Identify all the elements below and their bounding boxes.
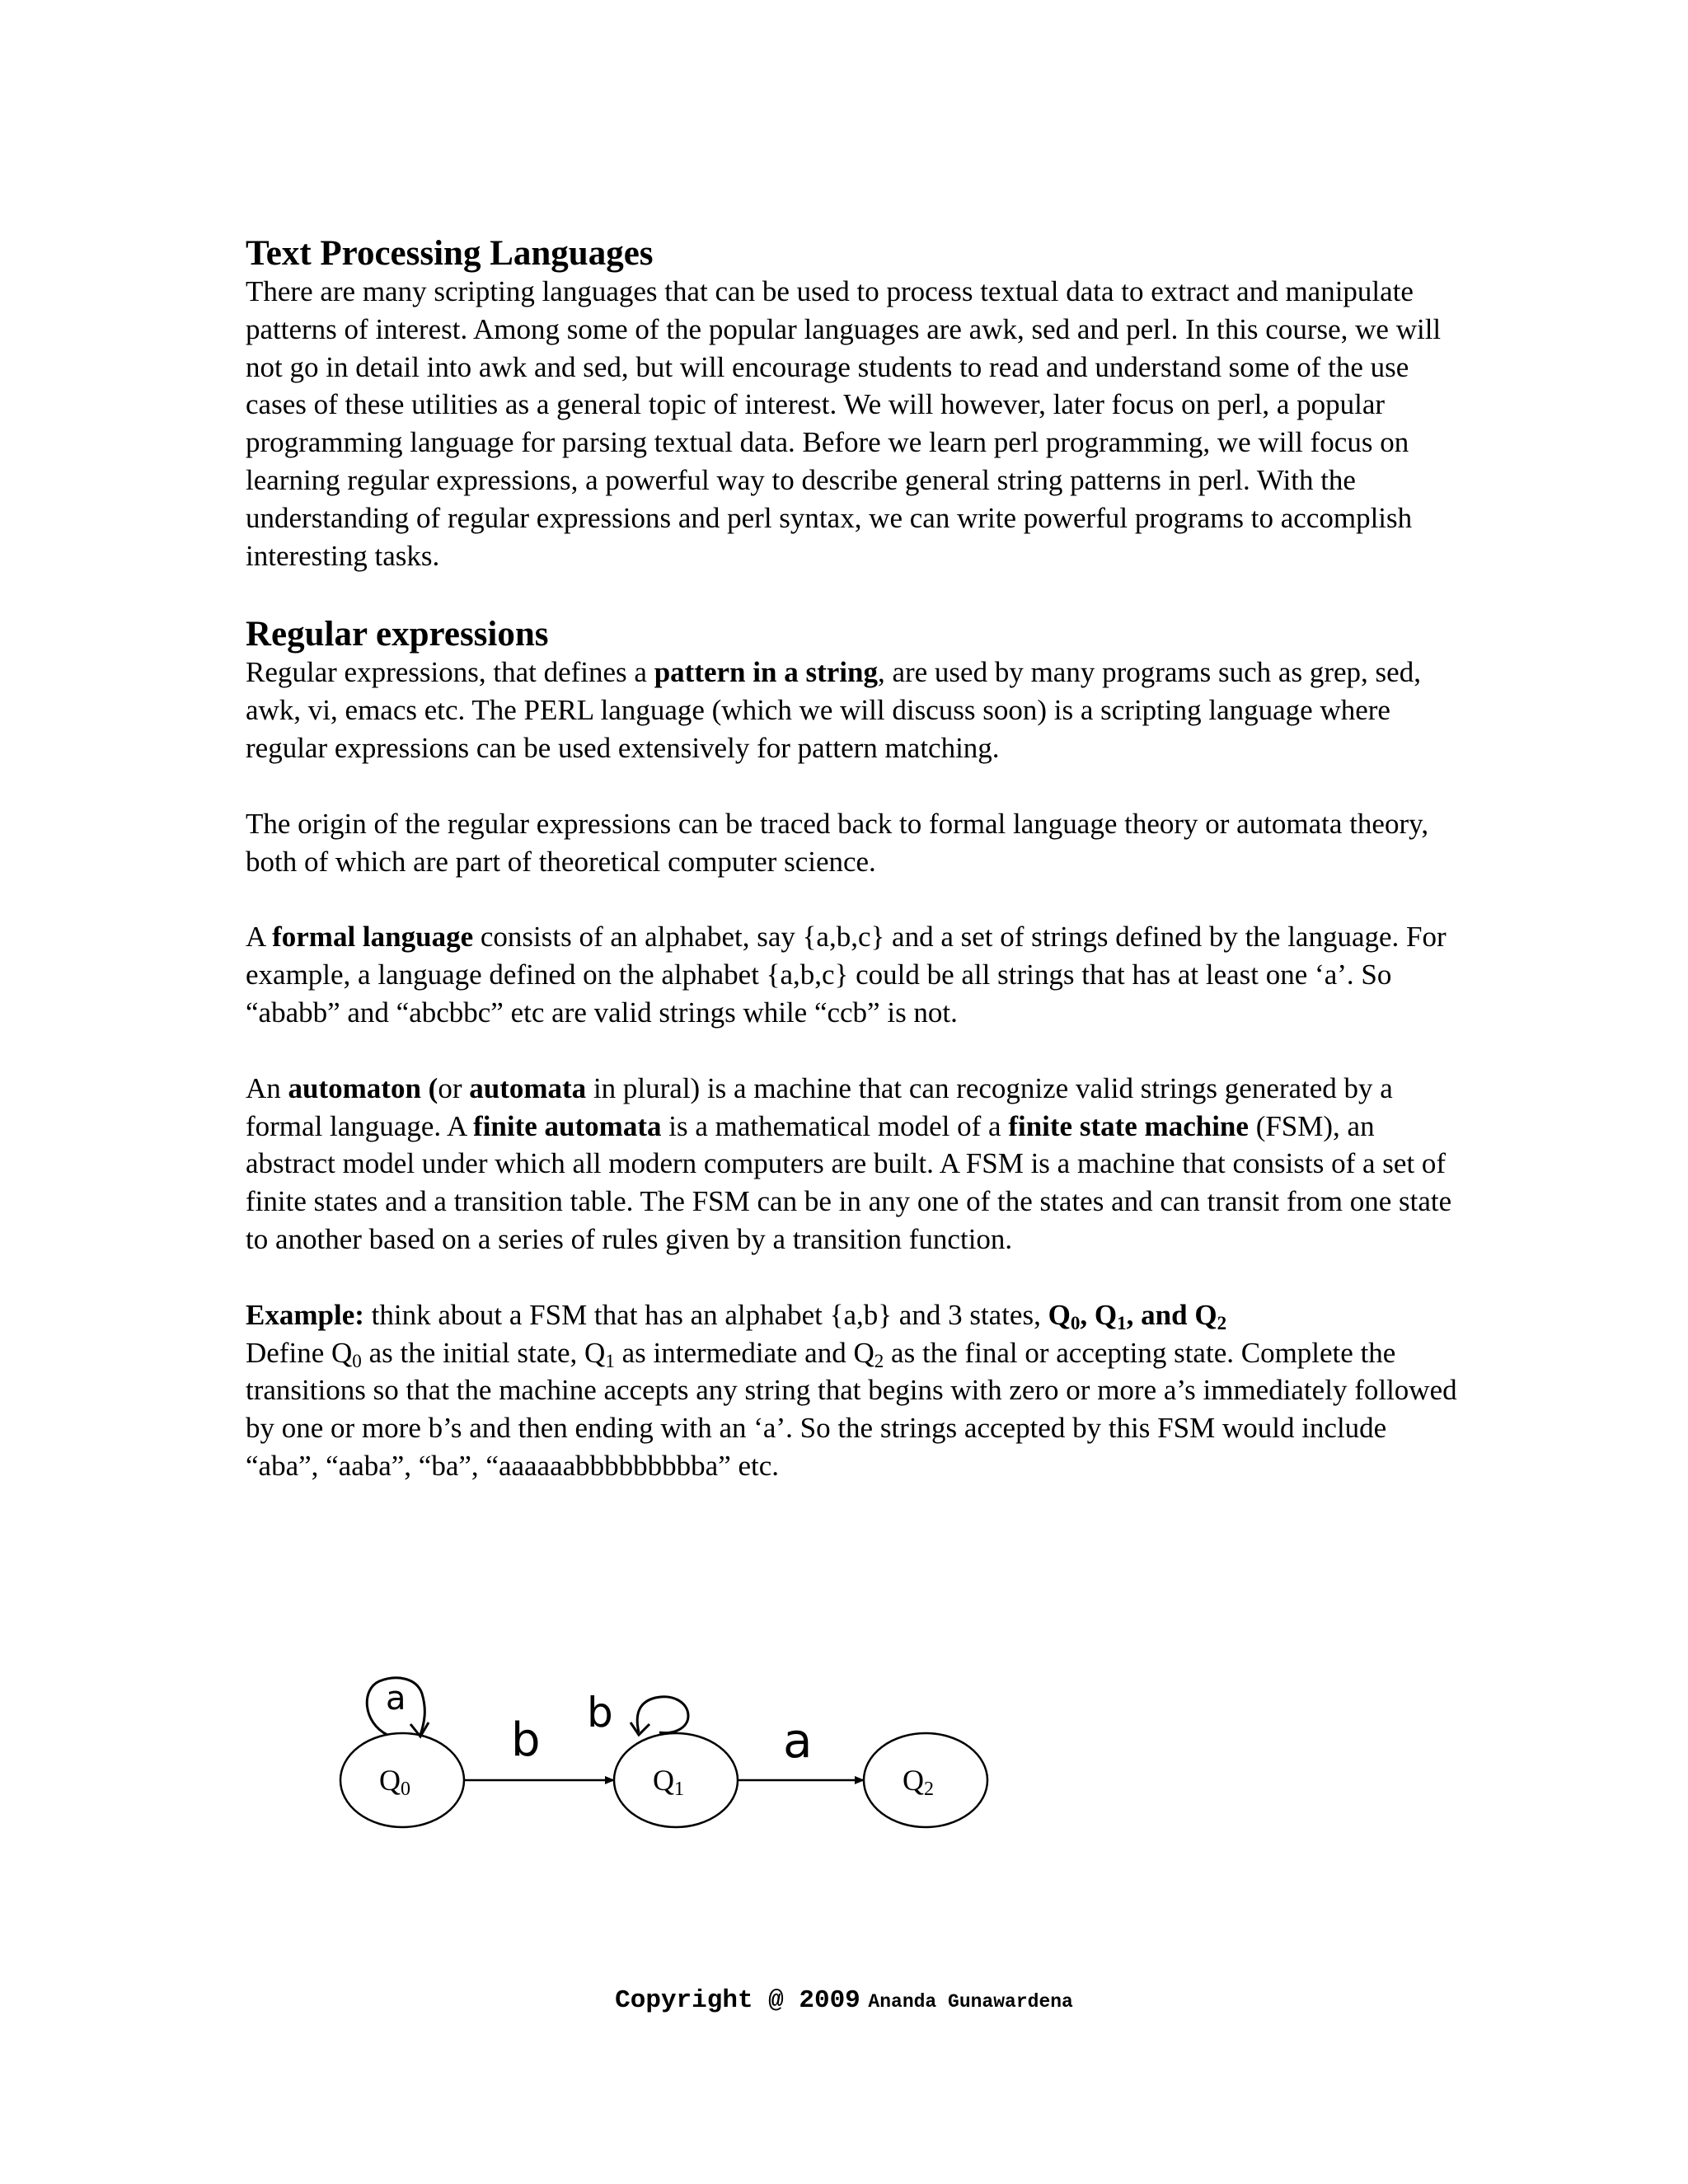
state-q2-label: Q2 bbox=[903, 1764, 934, 1800]
state-ref: $Q_1$ bbox=[584, 1336, 615, 1371]
paragraph-regex-definition bbox=[246, 654, 1457, 766]
heading-regular-expressions: Regular expressions bbox=[246, 615, 549, 654]
state-ref: $Q_2$ bbox=[853, 1336, 884, 1371]
bold-text: finite state machine bbox=[1008, 1109, 1249, 1142]
paragraph-formal-language bbox=[246, 918, 1457, 1031]
spacer bbox=[246, 880, 1457, 918]
paragraph-example bbox=[246, 1296, 1457, 1485]
loop-q1-label: b bbox=[587, 1689, 613, 1736]
text: or bbox=[438, 1071, 470, 1104]
copyright-text: Copyright @ 2009 bbox=[615, 1986, 860, 2015]
spacer bbox=[246, 767, 1457, 805]
spacer bbox=[246, 1258, 1457, 1296]
transition-q1-q2-label: a bbox=[783, 1713, 813, 1769]
spacer bbox=[246, 574, 1457, 616]
text: Define bbox=[246, 1336, 331, 1369]
text: is a mathematical model of a bbox=[661, 1109, 1009, 1142]
text: think about a FSM that has an alphabet {a,b} and 3 states, bbox=[363, 1298, 1048, 1331]
loop-q1-arrowhead bbox=[631, 1722, 649, 1735]
document-page bbox=[246, 235, 1457, 1485]
bold-text: formal language bbox=[272, 921, 474, 954]
fsm-diagram bbox=[0, 1657, 1688, 1896]
bold-text: pattern in a string bbox=[654, 656, 878, 689]
text: as the initial state, bbox=[361, 1336, 585, 1369]
text: as the final or accepting state. Complete the transitions so that the machine accepts any string that begins with zero or more a’s immediately followed by one or more b’s and then ending with an ‘a’. So the strings accepted by this FSM would include “aba”, “aaba”, “ba”, “aaaaaabbbbbbbbba” etc. bbox=[246, 1336, 1457, 1482]
paragraph-regex-origin: The origin of the regular expressions can be traced back to formal language theory or automata theory, both of which are part of theoretical computer science. bbox=[246, 807, 1429, 878]
example-label: Example: bbox=[246, 1298, 364, 1331]
paragraph-text-processing: There are many scripting languages that can be used to process textual data to extract and manipulate patterns of interest. Among some of the popular languages are awk, sed and perl. In this course, we will not go in detail into awk and sed, but will encourage students to read and understand some of the use cases of these utilities as a general topic of interest. We will however, later focus on perl, a popular programming language for parsing textual data. Before we learn perl programming, we will focus on learning regular expressions, a powerful way to describe general string patterns in perl. With the understanding of regular expressions and perl syntax, we can write powerful programs to accomplish interesting tasks. bbox=[246, 275, 1442, 572]
bold-text: automaton ( bbox=[288, 1071, 438, 1104]
spacer bbox=[246, 1032, 1457, 1070]
text: A bbox=[246, 921, 273, 954]
text: (FSM), an abstract model under which all modern computers are built. A FSM is a machine that consists of a set of finite states and a transition table. The FSM can be in any one of the states and can transit from one state to another based on a series of rules given by a transition function. bbox=[246, 1109, 1452, 1255]
text: in plural) is a machine that can recognize valid strings generated by a formal language. A bbox=[246, 1071, 1393, 1142]
state-ref: $Q_0$ bbox=[331, 1336, 362, 1371]
text: consists of an alphabet, say {a,b,c} and a set of strings defined by the language. For example, a language defined on the alphabet {a,b,c} could be all strings that has at least one ‘a’. So “ababb” and “abcbbc” etc are valid strings while “ccb” is not. bbox=[246, 921, 1447, 1029]
footer-copyright bbox=[0, 1986, 1688, 2015]
heading-text-processing: Text Processing Languages bbox=[246, 234, 654, 273]
state-q1-label: Q1 bbox=[653, 1764, 684, 1800]
transition-q0-q1-label: b bbox=[511, 1713, 541, 1767]
loop-q0-label: a bbox=[386, 1680, 406, 1718]
state-q0-bold: $Q_0$, $Q_1$, and $Q_2$ bbox=[1048, 1298, 1227, 1333]
paragraph-automaton bbox=[246, 1070, 1457, 1258]
text: as intermediate and bbox=[614, 1336, 854, 1369]
text: , are used by many programs such as grep, sed, awk, vi, emacs etc. The PERL language (which we will discuss soon) is a scripting language where regular expressions can be used extensively for pattern matching. bbox=[246, 656, 1421, 764]
author-name: Ananda Gunawardena bbox=[868, 1991, 1073, 2013]
text: Regular expressions, that defines a bbox=[246, 656, 654, 689]
bold-text: automata bbox=[469, 1071, 587, 1104]
state-q0-label: Q0 bbox=[379, 1764, 410, 1800]
bold-text: finite automata bbox=[473, 1109, 662, 1142]
text: An bbox=[246, 1071, 288, 1104]
